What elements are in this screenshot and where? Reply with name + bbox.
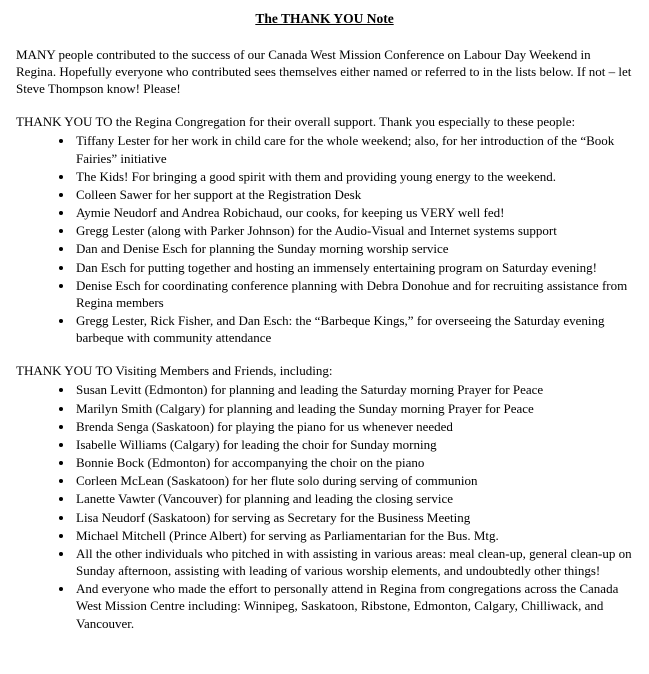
list-item: • Aymie Neudorf and Andrea Robichaud, our cooks, for keeping us VERY well fed! (74, 204, 633, 221)
list-item: • Lisa Neudorf (Saskatoon) for serving as Secretary for the Business Meeting (74, 509, 633, 526)
section-heading-visiting-members: THANK YOU TO Visiting Members and Friends, including: (16, 363, 333, 379)
intro-paragraph: MANY people contributed to the success of our Canada West Mission Conference on Labour Day Weekend in Regina. Hopefully everyone who contributed sees themselves either named or referred to in the lists below. If not – let Steve Thompson know! Please! (16, 46, 632, 97)
list-item: • Tiffany Lester for her work in child care for the whole weekend; also, for her introduction of the “Book Fairies” initiative (74, 132, 633, 166)
list-item: • The Kids! For bringing a good spirit with them and providing young energy to the weekend. (74, 168, 633, 185)
list-item: • Michael Mitchell (Prince Albert) for serving as Parliamentarian for the Bus. Mtg. (74, 527, 633, 544)
section-heading-regina-congregation: THANK YOU TO the Regina Congregation for their overall support. Thank you especially to these people: (16, 114, 576, 130)
list-item: • Dan Esch for putting together and hosting an immensely entertaining program on Saturday evening! (74, 259, 633, 276)
document-title: The THANK YOU Note (255, 11, 394, 26)
list-item: • Colleen Sawer for her support at the Registration Desk (74, 186, 633, 203)
list-item: • Brenda Senga (Saskatoon) for playing the piano for us whenever needed (74, 418, 633, 435)
list-item: • Isabelle Williams (Calgary) for leading the choir for Sunday morning (74, 436, 633, 453)
list-item: • Lanette Vawter (Vancouver) for planning and leading the closing service (74, 490, 633, 507)
list-item: • Denise Esch for coordinating conference planning with Debra Donohue and for recruiting assistance from Regina members (74, 277, 633, 311)
list-item: • Corleen McLean (Saskatoon) for her flute solo during serving of communion (74, 472, 633, 489)
list-item: • Dan and Denise Esch for planning the Sunday morning worship service (74, 240, 633, 257)
list-item: • Bonnie Bock (Edmonton) for accompanying the choir on the piano (74, 454, 633, 471)
list-item: • Gregg Lester, Rick Fisher, and Dan Esch: the “Barbeque Kings,” for overseeing the Saturday evening barbeque with community attendance (74, 312, 633, 346)
list-item: • And everyone who made the effort to personally attend in Regina from congregations across the Canada West Mission Centre including: Winnipeg, Saskatoon, Ribstone, Edmonton, Calgary, Chilliwack, and Vancouver. (74, 580, 633, 631)
list-item: • Marilyn Smith (Calgary) for planning and leading the Sunday morning Prayer for Peace (74, 400, 633, 417)
list-item: • Susan Levitt (Edmonton) for planning and leading the Saturday morning Prayer for Peace (74, 381, 633, 398)
regina-congregation-list (16, 132, 633, 346)
visiting-members-list (16, 381, 633, 631)
list-item: • All the other individuals who pitched in with assisting in various areas: meal clean-up, general clean-up on Sunday afternoon, assisting with leading of various worship elements, and undoubtedly other things! (74, 545, 633, 579)
list-item: • Gregg Lester (along with Parker Johnson) for the Audio-Visual and Internet systems support (74, 222, 633, 239)
